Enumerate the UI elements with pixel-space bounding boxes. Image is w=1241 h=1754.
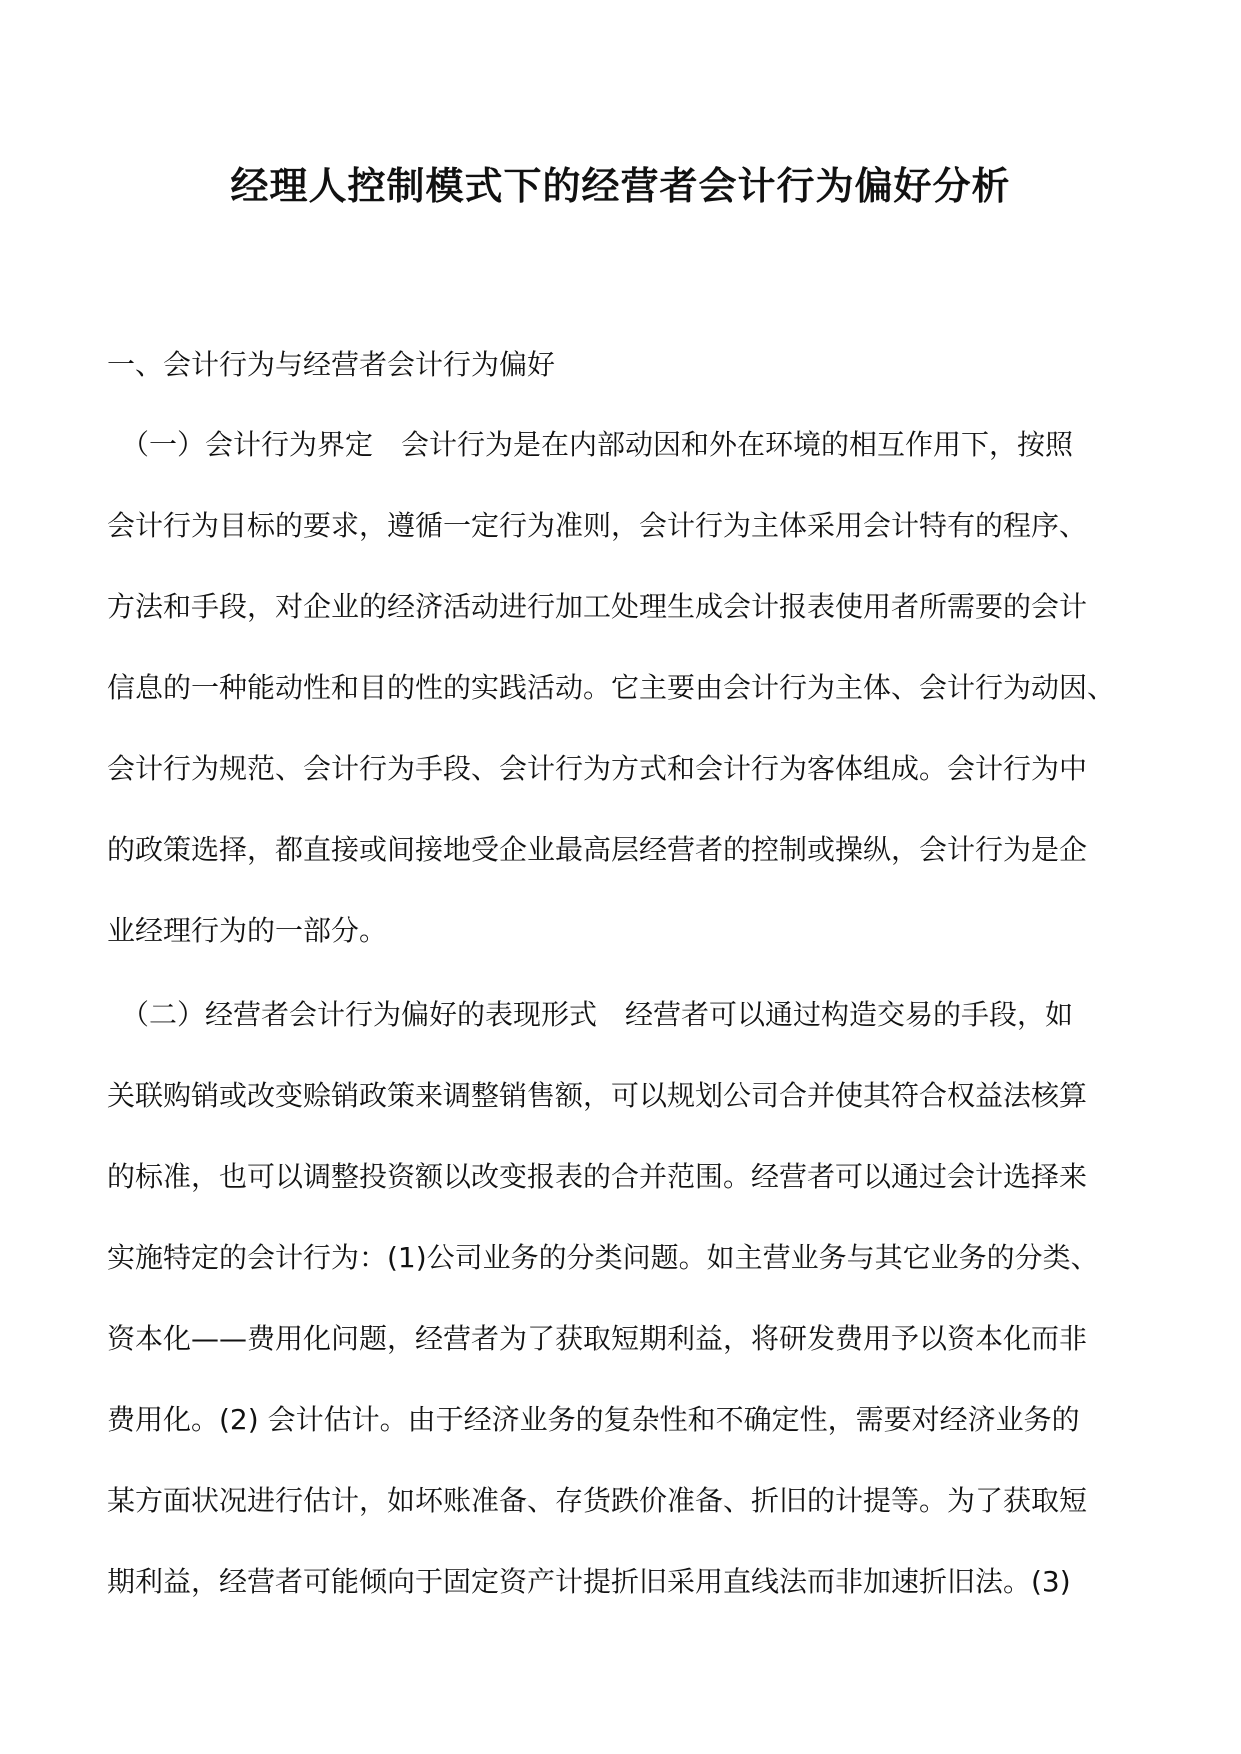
paragraph-line: 关联购销或改变赊销政策来调整销售额，可以规划公司合并使其符合权益法核算	[107, 1079, 1088, 1112]
paragraph-line: 信息的一种能动性和目的性的实践活动。它主要由会计行为主体、会计行为动因、	[107, 671, 1116, 704]
paragraph-line: （一）会计行为界定 会计行为是在内部动因和外在环境的相互作用下，按照	[107, 428, 1074, 461]
paragraph-line: （二）经营者会计行为偏好的表现形式 经营者可以通过构造交易的手段，如	[107, 998, 1074, 1031]
paragraph-line: 资本化——费用化问题，经营者为了获取短期利益，将研发费用予以资本化而非	[107, 1322, 1088, 1355]
paragraph-line: 的标准，也可以调整投资额以改变报表的合并范围。经营者可以通过会计选择来	[107, 1160, 1088, 1193]
paragraph-line: 费用化。(2) 会计估计。由于经济业务的复杂性和不确定性，需要对经济业务的	[107, 1403, 1080, 1436]
paragraph-line: 的政策选择，都直接或间接地受企业最高层经营者的控制或操纵，会计行为是企	[107, 833, 1088, 866]
paragraph-line: 某方面状况进行估计，如坏账准备、存货跌价准备、折旧的计提等。为了获取短	[107, 1484, 1088, 1517]
paragraph-line: 会计行为规范、会计行为手段、会计行为方式和会计行为客体组成。会计行为中	[107, 752, 1088, 785]
paragraph-accounting-behavior-definition	[107, 425, 1137, 992]
paragraph-line: 业经理行为的一部分。	[107, 914, 388, 947]
document-title: 经理人控制模式下的经营者会计行为偏好分析	[230, 163, 1011, 208]
paragraph-line: 期利益，经营者可能倾向于固定资产计提折旧采用直线法而非加速折旧法。(3)	[107, 1565, 1071, 1598]
paragraph-line: 方法和手段，对企业的经济活动进行加工处理生成会计报表使用者所需要的会计	[107, 590, 1088, 623]
section-heading: 一、会计行为与经营者会计行为偏好	[107, 348, 556, 381]
paragraph-line: 实施特定的会计行为：(1)公司业务的分类问题。如主营业务与其它业务的分类、	[107, 1241, 1099, 1274]
paragraph-manager-preference-forms	[107, 995, 1137, 1643]
paragraph-line: 会计行为目标的要求，遵循一定行为准则，会计行为主体采用会计特有的程序、	[107, 509, 1088, 542]
